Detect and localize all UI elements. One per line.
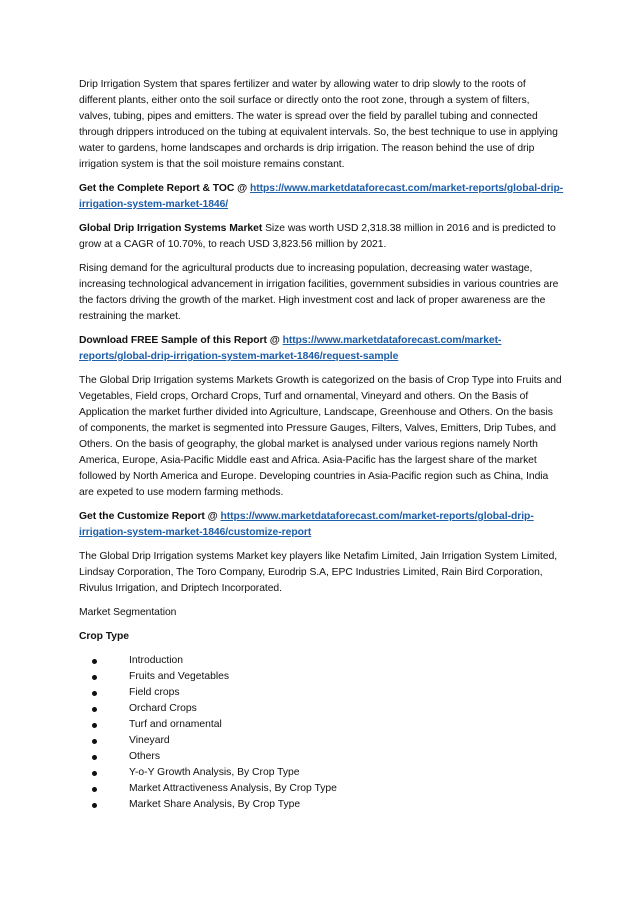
list-item [92, 653, 564, 669]
customize-link[interactable]: https://www.marketdataforecast.com/market-reports/global-drip-irrigation-system-market-1846/customize-report [79, 511, 534, 538]
drivers-paragraph: Rising demand for the agricultural products due to increasing population, decreasing water wastage, increasing technological advancement in irrigation facilities, government subsidies in various countries are the factors driving the growth of the market. High investment cost and lack of proper awareness are the restraining the market. [79, 263, 559, 322]
market-segmentation-heading: Market Segmentation [79, 607, 177, 618]
toc-label: Get the Complete Report & TOC @ [79, 183, 250, 194]
list-item [92, 685, 564, 701]
players-paragraph: The Global Drip Irrigation systems Market key players like Netafim Limited, Jain Irrigation System Limited, Lindsay Corporation, The Toro Company, Eurodrip S.A, EPC Industries Limited, Rain Bird Corporation, Rivulus Irrigation, and Driptech Incorporated. [79, 551, 558, 594]
list-item-label: Field crops [129, 687, 180, 698]
crop-type-list [79, 653, 564, 813]
bullet-icon [92, 755, 97, 760]
segmentation-paragraph: The Global Drip Irrigation systems Markets Growth is categorized on the basis of Crop Type into Fruits and Vegetables, Field crops, Orchard Crops, Turf and ornamental, Vineyard and others. On the Basis of Application the market further divided into Agriculture, Landscape, Greenhouse and Others. On the basis of components, the market is segmented into Pressure Gauges, Filters, Valves, Emitters, Drip Tubes, and Others. On the basis of geography, the global market is analysed under various regions namely North America, Europe, Asia-Pacific Middle east and Africa. Asia-Pacific has the largest share of the market followed by North America and Europe. Developing countries in Asia-Pacific region such as China, India are expeted to use modern farming methods. [79, 375, 562, 498]
list-item-label: Market Attractiveness Analysis, By Crop Type [129, 783, 337, 794]
bullet-icon [92, 723, 97, 728]
list-item [92, 701, 564, 717]
list-item-label: Orchard Crops [129, 703, 197, 714]
sample-label: Download FREE Sample of this Report @ [79, 335, 283, 346]
market-size-bold: Global Drip Irrigation Systems Market [79, 223, 263, 234]
list-item-label: Others [129, 751, 161, 762]
bullet-icon [92, 771, 97, 776]
list-item [92, 669, 564, 685]
customize-paragraph [79, 509, 564, 541]
bullet-icon [92, 691, 97, 696]
list-item [92, 749, 564, 765]
list-item-label: Y-o-Y Growth Analysis, By Crop Type [129, 767, 300, 778]
bullet-icon [92, 659, 97, 664]
list-item-label: Vineyard [129, 735, 170, 746]
list-item [92, 717, 564, 733]
market-size-text: Size was worth USD 2,318.38 million in 2016 and is predicted to grow at a CAGR of 10.70%, to reach USD 3,823.56 million by 2021. [79, 223, 556, 250]
crop-type-heading: Crop Type [79, 631, 129, 642]
list-item [92, 733, 564, 749]
list-item [92, 781, 564, 797]
sample-link[interactable]: https://www.marketdataforecast.com/market-reports/global-drip-irrigation-system-market-1846/request-sample [79, 335, 502, 362]
list-item-label: Market Share Analysis, By Crop Type [129, 799, 301, 810]
bullet-icon [92, 707, 97, 712]
toc-link[interactable]: https://www.marketdataforecast.com/market-reports/global-drip-irrigation-system-market-1846/ [79, 183, 564, 210]
market-size-paragraph [79, 221, 564, 253]
list-item-label: Fruits and Vegetables [129, 671, 230, 682]
bullet-icon [92, 787, 97, 792]
list-item-label: Turf and ornamental [129, 719, 222, 730]
bullet-icon [92, 675, 97, 680]
intro-paragraph: Drip Irrigation System that spares fertilizer and water by allowing water to drip slowly to the roots of different plants, either onto the soil surface or directly onto the root zone, through a system of filters, valves, tubing, pipes and emitters. The water is spread over the field by parallel tubing and connected through drippers introduced on the tubing at equivalent intervals. So, the best technique to use in applying water to gardens, home landscapes and orchards is drip irrigation. The reason behind the use of drip irrigation system is that the soil moisture remains constant. [79, 79, 558, 170]
sample-paragraph [79, 333, 564, 365]
toc-paragraph [79, 181, 564, 213]
bullet-icon [92, 739, 97, 744]
bullet-icon [92, 803, 97, 808]
list-item-label: Introduction [129, 655, 184, 666]
list-item [92, 765, 564, 781]
document-body [79, 77, 564, 813]
customize-label: Get the Customize Report @ [79, 511, 221, 522]
list-item [92, 797, 564, 813]
